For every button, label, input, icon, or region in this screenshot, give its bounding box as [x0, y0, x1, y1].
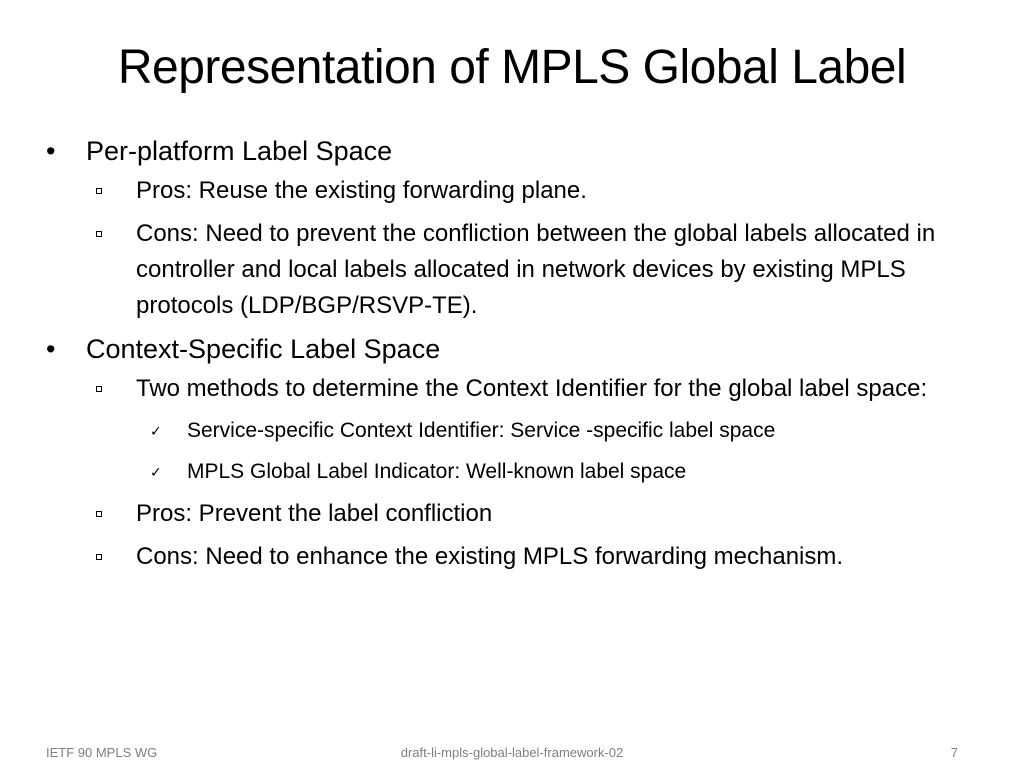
- check-list: [46, 414, 976, 489]
- sub-bullet-text: Cons: Need to enhance the existing MPLS forwarding mechanism.: [136, 543, 844, 570]
- sub-list: [46, 173, 976, 324]
- check-item-text: MPLS Global Label Indicator: Well-known label space: [187, 460, 687, 483]
- footer-left: IETF 90 MPLS WG: [46, 745, 158, 760]
- sub-list: [46, 371, 976, 575]
- bullet-per-platform: [46, 133, 976, 169]
- check-item-text: Service-specific Context Identifier: Service -specific label space: [187, 419, 776, 442]
- sub-bullet-two-methods: [46, 371, 976, 407]
- sub-bullet-text: Pros: Prevent the label confliction: [136, 500, 493, 527]
- bullet-text: Per-platform Label Space: [86, 136, 393, 166]
- bullet-icon: •: [46, 136, 56, 166]
- sub-bullet-text: Cons: Need to prevent the confliction between the global labels allocated in controller and local labels allocated in network devices by existing MPLS protocols (LDP/BGP/RSVP-TE).: [136, 220, 936, 319]
- square-bullet-icon: [96, 188, 102, 194]
- square-bullet-icon: [96, 554, 102, 560]
- square-bullet-icon: [96, 231, 102, 237]
- slide-body: [46, 133, 976, 582]
- sub-bullet-pros: [46, 496, 976, 532]
- check-item-service-specific: [46, 414, 976, 448]
- page-number: 7: [950, 745, 958, 760]
- footer-center: draft-li-mpls-global-label-framework-02: [400, 745, 624, 760]
- square-bullet-icon: [96, 386, 102, 392]
- slide-title: Representation of MPLS Global Label: [117, 41, 907, 94]
- sub-bullet-cons: [46, 216, 976, 324]
- checkmark-icon: ✓: [150, 423, 162, 439]
- bullet-icon: •: [46, 334, 56, 364]
- bullet-context-specific: [46, 331, 976, 367]
- sub-bullet-text: Pros: Reuse the existing forwarding plane.: [136, 177, 587, 204]
- sub-bullet-text: Two methods to determine the Context Identifier for the global label space:: [136, 375, 928, 402]
- sub-bullet-pros: [46, 173, 976, 209]
- checkmark-icon: ✓: [150, 464, 162, 480]
- check-item-global-label-indicator: [46, 455, 976, 489]
- sub-bullet-cons: [46, 539, 976, 575]
- square-bullet-icon: [96, 511, 102, 517]
- bullet-text: Context-Specific Label Space: [86, 334, 441, 364]
